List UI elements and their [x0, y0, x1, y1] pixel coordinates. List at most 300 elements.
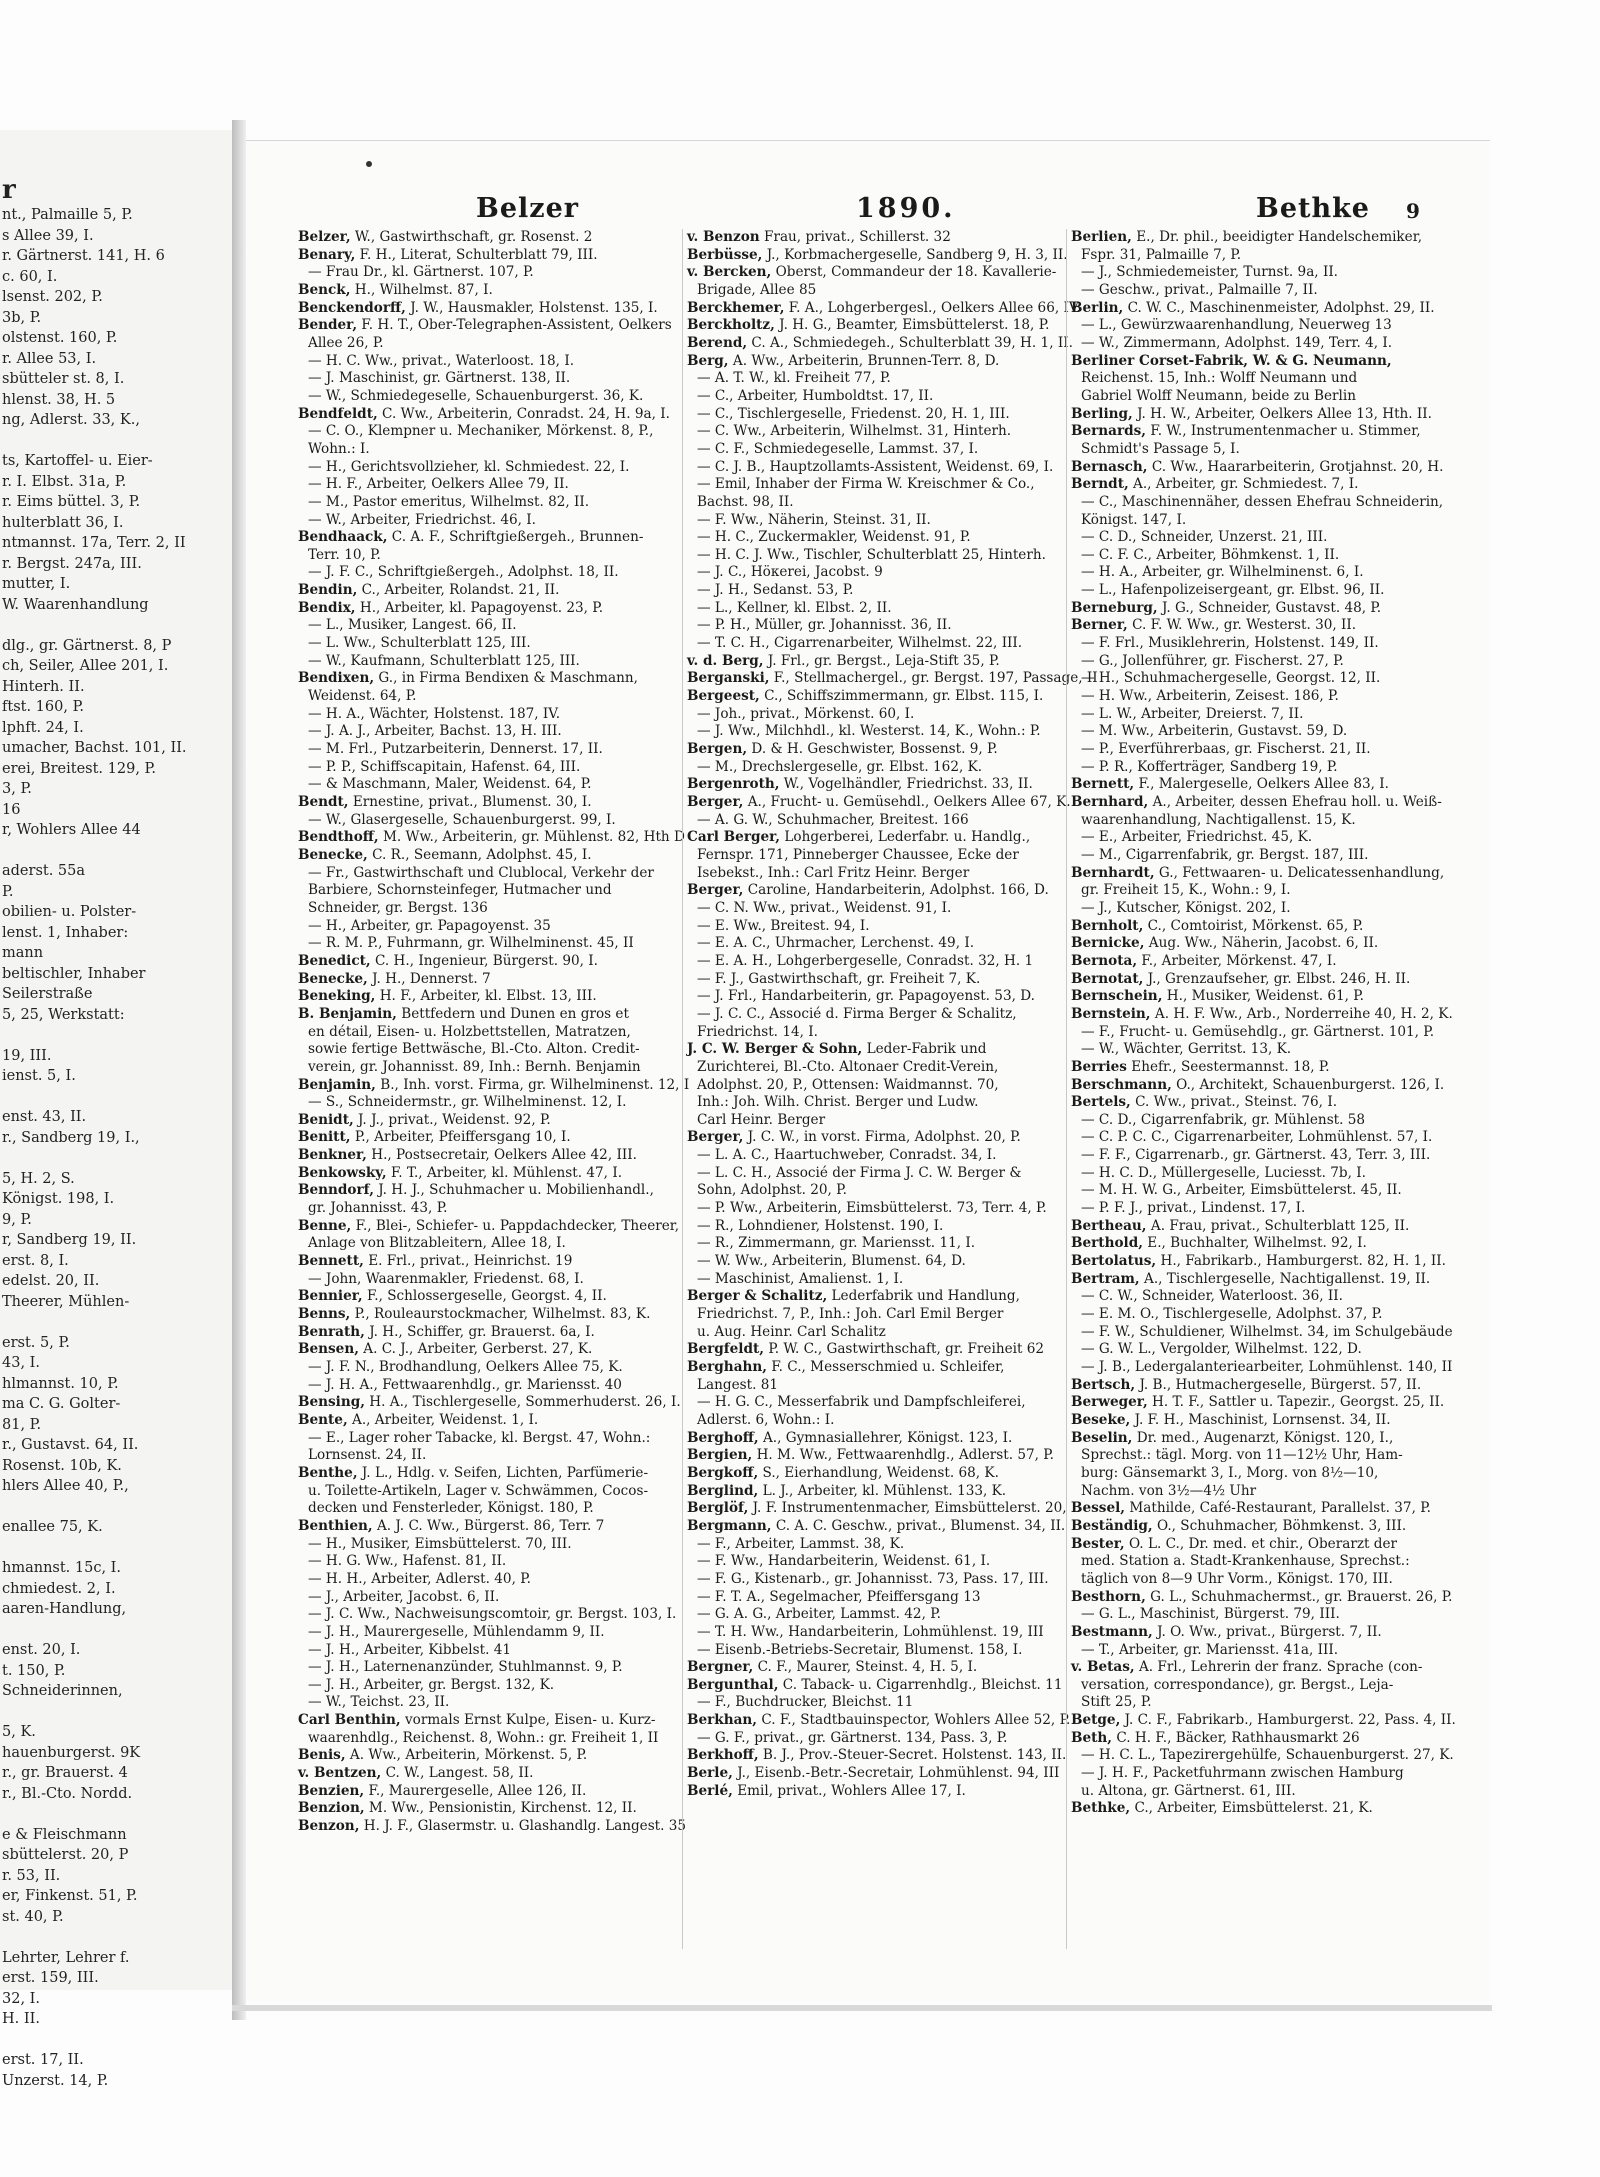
left-page-line	[0, 1702, 232, 1723]
entry-surname: Berling,	[1071, 405, 1133, 422]
directory-entry	[298, 600, 676, 618]
entry-details: C. Ww., privat., Steinst. 76, I.	[1135, 1094, 1338, 1111]
entry-surname: Berglöf,	[687, 1500, 749, 1517]
directory-entry	[687, 1182, 1065, 1200]
entry-details: Sohn, Adolphst. 20, P.	[697, 1182, 847, 1199]
entry-details: A. J. C. Ww., Bürgerst. 86, Terr. 7	[376, 1517, 605, 1534]
directory-entry	[298, 317, 676, 335]
directory-entry	[298, 1200, 676, 1218]
directory-entry	[1071, 635, 1449, 653]
entry-details: — H., Arbeiter, gr. Papagoyenst. 35	[308, 917, 551, 934]
entry-details: F. A., Lohgerbergesl., Oelkers Allee 66, IV.	[788, 299, 1081, 316]
entry-details: J. H. W., Arbeiter, Oelkers Allee 13, Hth. II.	[1137, 405, 1432, 422]
entry-details: C., Arbeiter, Rolandst. 21, II.	[361, 582, 560, 599]
directory-entry	[687, 1642, 1065, 1660]
entry-details: C., Comtoirist, Mörkenst. 65, P.	[1147, 917, 1364, 934]
directory-entry	[687, 246, 1068, 265]
directory-entry	[687, 1253, 1065, 1271]
entry-surname: Benjamin,	[298, 1076, 376, 1093]
directory-entry	[298, 300, 676, 318]
entry-details: F. H., Literat, Schulterblatt 79, III.	[359, 246, 598, 263]
entry-details: en détail, Eisen- u. Holzbettstellen, Matratzen,	[308, 1023, 631, 1040]
directory-entry	[1071, 1677, 1449, 1695]
directory-entry	[298, 1483, 676, 1501]
directory-entry	[298, 723, 676, 741]
directory-entry	[687, 1200, 1065, 1218]
entry-details: M. Ww., Arbeiterin, gr. Mühlenst. 82, Hth D	[382, 829, 685, 846]
entry-details: H. M. Ww., Fettwaarenhdlg., Adlerst. 57, P.	[756, 1447, 1054, 1464]
directory-entry	[298, 1694, 676, 1712]
directory-entry	[687, 1606, 1065, 1624]
directory-page	[246, 140, 1490, 2001]
directory-entry	[1071, 706, 1449, 724]
left-page-line: r. Bergst. 247a, III.	[2, 555, 142, 572]
directory-entry	[298, 1217, 680, 1236]
entry-surname: Bendix,	[298, 599, 356, 616]
directory-entry	[687, 653, 1065, 671]
entry-surname: Berbüsse,	[687, 246, 763, 263]
left-page-line: 5, 25, Werkstatt:	[2, 1006, 125, 1023]
directory-entry	[298, 388, 676, 406]
directory-entry	[687, 1694, 1065, 1712]
entry-details: F. T., Arbeiter, kl. Mühlenst. 47, I.	[390, 1164, 623, 1181]
left-page-line	[0, 1025, 232, 1046]
entry-surname: Bender,	[298, 317, 358, 334]
entry-details: J. C. F., Fabrikarb., Hamburgerst. 22, Pass. 4, II.	[1124, 1712, 1456, 1729]
entry-details: — C. D., Schneider, Unzerst. 21, III.	[1081, 529, 1328, 546]
entry-details: — C. J. B., Hauptzollamts-Assistent, Weidenst. 69, I.	[697, 458, 1054, 475]
entry-details: — F., Arbeiter, Lammst. 38, K.	[697, 1535, 905, 1552]
left-page-line: r. 53, II.	[2, 1867, 61, 1884]
directory-entry	[1071, 388, 1449, 406]
entry-details: — C. W., Schneider, Waterloost. 36, II.	[1081, 1288, 1343, 1305]
entry-details: Frau, privat., Schillerst. 32	[764, 229, 951, 245]
directory-entry	[1071, 459, 1449, 477]
entry-surname: Bertolatus,	[1071, 1253, 1157, 1270]
directory-entry	[298, 1147, 676, 1165]
left-page-line	[0, 1538, 232, 1559]
directory-entry	[1071, 900, 1449, 918]
entry-details: — L., Hafenpolizeisergeant, gr. Elbst. 96, II.	[1081, 582, 1385, 599]
directory-entry	[298, 759, 676, 777]
directory-entry	[298, 1129, 676, 1147]
directory-entry	[1071, 1536, 1449, 1554]
entry-surname: J. C. W. Berger & Sohn,	[687, 1041, 863, 1058]
entry-details: — H. C. Ww., privat., Waterloost. 18, I.	[308, 352, 575, 369]
directory-entry	[1071, 529, 1449, 547]
entry-details: F. W., Instrumentenmacher u. Stimmer,	[1150, 423, 1421, 440]
directory-entry	[298, 1377, 676, 1395]
directory-entry	[1071, 1341, 1449, 1359]
entry-details: — L., Gewürzwaarenhandlung, Neuerweg 13	[1081, 317, 1392, 334]
entry-details: gr. Freiheit 15, K., Wohn.: 9, I.	[1081, 882, 1291, 899]
left-page-line: Unzerst. 14, P.	[2, 2072, 109, 2089]
entry-details: C. A. F., Schriftgießergeh., Brunnen-	[391, 529, 644, 546]
entry-details: — G. L., Maschinist, Bürgerst. 79, III.	[1081, 1606, 1340, 1623]
directory-entry	[298, 812, 676, 830]
entry-details: — E. Ww., Breitest. 94, I.	[697, 917, 870, 934]
entry-surname: Bernstein,	[1071, 1005, 1151, 1022]
left-page-line: r., Sandberg 19, I.,	[2, 1129, 140, 1146]
directory-entry	[1071, 1165, 1449, 1183]
left-page-line: hlmannst. 10, P.	[2, 1375, 119, 1392]
directory-entry	[687, 882, 1065, 900]
entry-details: P., Rouleaurstockmacher, Wilhelmst. 83, K.	[354, 1306, 651, 1323]
directory-entry	[1071, 1112, 1449, 1130]
directory-entry	[687, 1536, 1065, 1554]
left-page-line: c. 60, I.	[2, 268, 58, 285]
entry-details: H. F., Arbeiter, kl. Elbst. 13, III.	[379, 988, 597, 1005]
directory-entry	[687, 1094, 1065, 1112]
directory-entry	[687, 741, 1065, 759]
directory-entry	[1071, 264, 1449, 282]
entry-surname: Berghahn,	[687, 1359, 767, 1375]
entry-details: C. H. F., Bäcker, Rathhausmarkt 26	[1116, 1729, 1360, 1746]
directory-entry	[687, 706, 1065, 724]
entry-details: J. W., Hausmakler, Holstenst. 135, I.	[410, 299, 658, 316]
entry-details: Zurichterei, Bl.-Cto. Altonaer Credit-Verein,	[697, 1058, 999, 1075]
entry-details: — E., Lager roher Tabacke, kl. Bergst. 47, Wohn.:	[308, 1429, 651, 1446]
left-page-line: enallee 75, K.	[2, 1519, 103, 1535]
left-page-line: ng, Adlerst. 33, K.,	[2, 412, 140, 428]
directory-entry	[1071, 564, 1449, 582]
entry-details: Oberst, Commandeur der 18. Kavallerie-	[775, 264, 1057, 281]
directory-entry	[1071, 1606, 1449, 1624]
directory-entry	[687, 688, 1065, 706]
entry-surname: Bennier,	[298, 1288, 363, 1305]
directory-entry	[1071, 1765, 1449, 1783]
entry-details: — J. Frl., Handarbeiterin, gr. Papagoyenst. 53, D.	[697, 988, 1035, 1005]
entry-surname: Bessel,	[1071, 1500, 1125, 1517]
directory-entry	[1071, 494, 1449, 512]
left-page-line: 16	[2, 801, 21, 818]
entry-surname: Bernotat,	[1071, 970, 1144, 987]
entry-details: F. H. T., Ober-Telegraphen-Assistent, Oelkers	[361, 317, 672, 334]
directory-entry	[298, 1783, 676, 1801]
directory-entry	[687, 1165, 1065, 1183]
directory-entry	[687, 1324, 1065, 1342]
directory-entry	[1071, 1571, 1449, 1589]
directory-entry	[1071, 1005, 1453, 1024]
entry-details: — J. H., Arbeiter, Kibbelst. 41	[308, 1641, 512, 1658]
entry-details: J. O. Ww., privat., Bürgerst. 7, II.	[1157, 1623, 1382, 1640]
directory-entry	[1071, 1077, 1449, 1095]
left-page-line: hulterblatt 36, I.	[2, 514, 124, 531]
entry-surname: Bernett,	[1071, 776, 1135, 793]
directory-entry	[298, 1659, 676, 1677]
directory-entry	[298, 1553, 676, 1571]
directory-entry	[687, 547, 1065, 565]
entry-details: — M. H. W. G., Arbeiter, Eimsbüttelerst. 45, II.	[1081, 1182, 1402, 1199]
entry-details: — W., Zimmermann, Adolphst. 149, Terr. 4, I.	[1081, 334, 1393, 351]
directory-entry	[298, 1465, 676, 1483]
entry-surname: Bergeest,	[687, 688, 760, 705]
entry-surname: Benidt,	[298, 1111, 354, 1128]
directory-entry	[687, 670, 1098, 688]
entry-details: — H., Musiker, Eimsbüttelerst. 70, III.	[308, 1535, 572, 1552]
directory-entry	[298, 953, 676, 971]
left-page-line: erst. 5, P.	[2, 1334, 70, 1351]
entry-surname: Bensen,	[298, 1341, 359, 1358]
directory-entry	[1071, 1642, 1449, 1660]
left-page-line	[0, 1087, 232, 1108]
directory-entry	[298, 829, 685, 847]
entry-surname: Beselin,	[1071, 1429, 1133, 1446]
left-page-line: ts, Kartoffel- u. Eier-	[2, 453, 153, 469]
entry-details: Adlerst. 6, Wohn.: I.	[697, 1411, 835, 1428]
entry-details: B., Inh. vorst. Firma, gr. Wilhelminenst. 12, I	[380, 1076, 690, 1093]
directory-entry	[1071, 1783, 1449, 1801]
directory-entry	[298, 1712, 676, 1730]
directory-entry	[1071, 829, 1449, 847]
left-page-line: 32, I.	[2, 1990, 41, 2007]
left-page-line: obilien- u. Polster-	[2, 904, 137, 920]
entry-details: J. L., Hdlg. v. Seifen, Lichten, Parfümerie-	[361, 1464, 649, 1481]
entry-details: Fspr. 31, Palmaille 7, P.	[1081, 246, 1242, 263]
entry-surname: Berweger,	[1071, 1394, 1148, 1411]
entry-details: — H. C. J. Ww., Tischler, Schulterblatt 25, Hinterh.	[697, 546, 1046, 563]
directory-entry	[298, 865, 676, 883]
entry-details: M. Ww., Pensionistin, Kirchenst. 12, II.	[368, 1800, 637, 1817]
left-page-line: mutter, I.	[2, 576, 71, 592]
directory-entry	[298, 529, 676, 547]
previous-page-edge	[0, 130, 234, 2089]
entry-details: u. Aug. Heinr. Carl Schalitz	[697, 1323, 886, 1340]
entry-details: — L., Kellner, kl. Elbst. 2, II.	[697, 599, 892, 616]
entry-details: A. C. J., Arbeiter, Gerberst. 27, K.	[363, 1341, 593, 1358]
entry-details: Schmidt's Passage 5, I.	[1081, 440, 1240, 457]
directory-entry	[1071, 776, 1449, 794]
directory-entry	[1071, 1235, 1449, 1253]
entry-details: Langest. 81	[697, 1376, 779, 1393]
directory-entry	[298, 1165, 676, 1183]
directory-entry	[1071, 1465, 1449, 1483]
directory-entry	[687, 582, 1065, 600]
directory-entry	[298, 1341, 676, 1359]
left-page-line: r. Gärtnerst. 141, H. 6	[2, 248, 165, 264]
entry-details: — T. C. H., Cigarrenarbeiter, Wilhelmst. 22, III.	[697, 635, 1023, 652]
entry-details: C., Arbeiter, Eimsbüttelerst. 21, K.	[1134, 1800, 1373, 1817]
left-page-line: lenst. 1, Inhaber:	[2, 924, 129, 941]
directory-entry	[687, 317, 1065, 335]
entry-details: Mathilde, Café-Restaurant, Parallelst. 37, P.	[1129, 1500, 1431, 1517]
entry-surname: Bendt,	[298, 794, 349, 810]
directory-entry	[298, 882, 676, 900]
left-page-line: st. 40, P.	[2, 1908, 64, 1925]
entry-surname: Bergen,	[687, 741, 748, 758]
entry-surname: Carl Benthin,	[298, 1712, 401, 1729]
entry-details: A. Frl., Lehrerin der franz. Sprache (con-	[1138, 1659, 1423, 1676]
entry-details: D. & H. Geschwister, Bossenst. 9, P.	[751, 741, 998, 758]
directory-entry	[687, 1059, 1065, 1077]
entry-details: — H. A., Wächter, Holstenst. 187, IV.	[308, 705, 561, 722]
entry-surname: Bertheau,	[1071, 1217, 1147, 1234]
entry-surname: Bergunthal,	[687, 1676, 779, 1693]
left-page-line: sbütteler st. 8, I.	[2, 371, 125, 387]
entry-details: C. Ww., Arbeiterin, Conradst. 24, H. 9a, I.	[382, 405, 670, 422]
entry-surname: Bendfeldt,	[298, 405, 378, 422]
entry-details: — W., Arbeiter, Friedrichst. 46, I.	[308, 511, 536, 528]
entry-details: — L., Musiker, Langest. 66, II.	[308, 617, 517, 634]
directory-entry	[1071, 1447, 1449, 1465]
directory-entry	[298, 653, 676, 671]
left-page-line: hlenst. 38, H. 5	[2, 391, 116, 408]
entry-details: versation, correspondance), gr. Bergst., Leja-	[1081, 1676, 1394, 1693]
directory-entry	[298, 1642, 676, 1660]
entry-details: — S., Schneidermstr., gr. Wilhelminenst. 12, I.	[308, 1094, 627, 1111]
entry-details: — Eisenb.-Betriebs-Secretair, Blumenst. 158, I.	[697, 1641, 1023, 1658]
entry-details: — Emil, Inhaber der Firma W. Kreischmer & Co.,	[697, 476, 1035, 493]
entry-details: H. J. F., Glasermstr. u. Glashandlg. Langest. 35	[363, 1818, 687, 1835]
directory-entry	[298, 1041, 676, 1059]
entry-details: A., Arbeiter, Weidenst. 1, I.	[352, 1411, 539, 1428]
left-page-line: 19, III.	[2, 1047, 52, 1064]
directory-entry	[1071, 1624, 1449, 1642]
entry-details: — L. W., Arbeiter, Dreierst. 7, II.	[1081, 705, 1304, 722]
directory-entry	[1071, 935, 1449, 953]
left-page-line: umacher, Bachst. 101, II.	[2, 740, 187, 756]
entry-details: — J. H., Arbeiter, gr. Bergst. 132, K.	[308, 1676, 555, 1693]
directory-entry	[1071, 1412, 1449, 1430]
entry-surname: v. Benzon	[687, 229, 760, 245]
entry-details: — J. B., Ledergalanteriearbeiter, Lohmühlenst. 140, II	[1081, 1359, 1453, 1375]
directory-entry	[1071, 1253, 1449, 1271]
entry-details: Wohn.: I.	[308, 440, 370, 457]
left-page-line: r	[2, 175, 16, 205]
entry-details: — W., Kaufmann, Schulterblatt 125, III.	[308, 652, 580, 669]
left-page-line: edelst. 20, II.	[2, 1273, 100, 1289]
entry-details: — M. Ww., Arbeiterin, Gustavst. 59, D.	[1081, 723, 1348, 740]
entry-details: W., Vogelhändler, Friedrichst. 33, II.	[783, 776, 1033, 793]
left-page-line: enst. 43, II.	[2, 1109, 87, 1125]
directory-entry	[687, 1712, 1071, 1730]
directory-entry	[1071, 1359, 1453, 1377]
left-page-line: sbüttelerst. 20, P	[2, 1847, 129, 1863]
entry-details: Friedrichst. 7, P., Inh.: Joh. Carl Emil Berger	[697, 1306, 1004, 1323]
directory-entry	[298, 1182, 676, 1200]
entry-details: — J. C. C., Associé d. Firma Berger & Schalitz,	[697, 1005, 1017, 1022]
entry-surname: Benzion,	[298, 1800, 365, 1817]
entry-surname: Benrath,	[298, 1323, 365, 1340]
directory-entry	[687, 1465, 1065, 1483]
directory-entry	[687, 1571, 1065, 1589]
directory-entry	[298, 1271, 676, 1289]
entry-details: J. H. G., Beamter, Eimsbüttelerst. 18, P.	[779, 317, 1050, 334]
entry-details: — F. Frl., Musiklehrerin, Holstenst. 149, II.	[1081, 635, 1379, 652]
directory-entry	[687, 935, 1065, 953]
directory-entry	[687, 388, 1065, 406]
entry-surname: Bestmann,	[1071, 1623, 1153, 1640]
directory-entry	[687, 1359, 1065, 1377]
entry-details: — M., Cigarrenfabrik, gr. Bergst. 187, III.	[1081, 846, 1369, 863]
left-page-line: r., gr. Brauerst. 4	[2, 1765, 128, 1781]
left-page-line: Hinterh. II.	[2, 678, 85, 695]
left-page-line: erei, Breitest. 129, P.	[2, 760, 156, 777]
entry-surname: Berlien,	[1071, 229, 1132, 245]
entry-details: Emil, privat., Wohlers Allee 17, I.	[737, 1782, 966, 1799]
entry-details: F., Schlossergeselle, Georgst. 4, II.	[366, 1288, 607, 1305]
entry-details: Brigade, Allee 85	[697, 281, 817, 298]
directory-entry	[687, 1147, 1065, 1165]
entry-surname: Benecke,	[298, 846, 368, 863]
entry-surname: Berle,	[687, 1765, 733, 1782]
directory-entry	[298, 1518, 676, 1536]
directory-entry	[298, 670, 676, 688]
entry-details: — H. F., Arbeiter, Oelkers Allee 79, II.	[308, 476, 569, 493]
entry-details: O., Schuhmacher, Böhmkenst. 3, III.	[1157, 1517, 1407, 1534]
directory-entry	[1071, 1694, 1449, 1712]
left-page-line	[0, 1497, 232, 1518]
entry-details: — H., Gerichtsvollzieher, kl. Schmiedest. 22, I.	[308, 458, 630, 475]
directory-entry	[687, 1747, 1065, 1765]
directory-entry	[1071, 1271, 1449, 1289]
entry-details: H. T. F., Sattler u. Tapezir., Georgst. 25, II.	[1152, 1394, 1445, 1411]
left-page-line	[0, 2030, 232, 2051]
page-bottom-shadow	[232, 2005, 1492, 2011]
directory-entry	[687, 1430, 1065, 1448]
entry-surname: Berend,	[687, 334, 748, 351]
entry-details: — J. F. N., Brodhandlung, Oelkers Allee 75, K.	[308, 1359, 623, 1375]
left-page-line: H. II.	[2, 2011, 40, 2027]
directory-entry	[298, 1730, 676, 1748]
directory-entry	[687, 441, 1065, 459]
entry-surname: Carl Berger,	[687, 829, 781, 846]
entry-details: — Frau Dr., kl. Gärtnerst. 107, P.	[308, 264, 534, 281]
entry-details: — M. Frl., Putzarbeiterin, Dennerst. 17, II.	[308, 741, 603, 758]
entry-details: Inh.: Joh. Wilh. Christ. Berger und Ludw.	[697, 1094, 979, 1111]
entry-surname: Benne,	[298, 1217, 352, 1234]
entry-details: E., Dr. phil., beeidigter Handelschemiker,	[1136, 229, 1423, 245]
directory-entry	[1071, 1518, 1449, 1536]
entry-details: — J. H., Sedanst. 53, P.	[697, 582, 854, 599]
left-page-line: Schneiderinnen,	[2, 1683, 123, 1699]
directory-entry	[298, 1624, 676, 1642]
entry-details: — J. A. J., Arbeiter, Bachst. 13, H. III.	[308, 723, 562, 740]
entry-surname: Bester,	[1071, 1535, 1125, 1552]
entry-details: C. F., Maurer, Steinst. 4, H. 5, I.	[757, 1659, 978, 1676]
left-page-line: erst. 159, III.	[2, 1970, 99, 1986]
entry-details: — C. F., Schmiedegeselle, Lammst. 37, I.	[697, 440, 979, 457]
entry-details: Friedrichst. 14, I.	[697, 1023, 818, 1040]
entry-details: — & Maschmann, Maler, Weidenst. 64, P.	[308, 776, 592, 793]
entry-details: Reichenst. 15, Inh.: Wolff Neumann und	[1081, 370, 1358, 387]
left-page-line: Rosenst. 10b, K.	[2, 1457, 122, 1474]
directory-entry	[298, 900, 676, 918]
entry-details: — F. Ww., Handarbeiterin, Weidenst. 61, I.	[697, 1553, 991, 1570]
entry-details: sowie fertige Bettwäsche, Bl.-Cto. Alton. Credit-	[308, 1041, 640, 1058]
entry-details: — P. F. J., privat., Lindenst. 17, I.	[1081, 1200, 1306, 1217]
entry-surname: Benzien,	[298, 1782, 365, 1799]
entry-details: Leder-Fabrik und	[866, 1041, 987, 1058]
entry-details: — C. N. Ww., privat., Weidenst. 91, I.	[697, 899, 952, 916]
left-page-line: hlers Allee 40, P.,	[2, 1478, 129, 1494]
entry-surname: Berghoff,	[687, 1429, 759, 1446]
directory-entry	[298, 847, 676, 865]
directory-entry	[1071, 794, 1449, 812]
entry-surname: Bernhardt,	[1071, 864, 1155, 881]
directory-entry	[298, 1076, 690, 1095]
directory-entry	[298, 547, 676, 565]
directory-entry	[687, 334, 1073, 353]
entry-surname: Berschmann,	[1071, 1076, 1172, 1093]
entry-details: — F., Buchdrucker, Bleichst. 11	[697, 1694, 914, 1711]
entry-surname: Benis,	[298, 1747, 346, 1764]
entry-surname: Benck,	[298, 281, 351, 298]
entry-details: decken und Fensterleder, Königst. 180, P.	[308, 1500, 594, 1517]
directory-entry	[298, 476, 676, 494]
entry-details: — C., Maschinennäher, dessen Ehefrau Schneiderin,	[1081, 493, 1444, 510]
directory-entry	[687, 1288, 1065, 1306]
